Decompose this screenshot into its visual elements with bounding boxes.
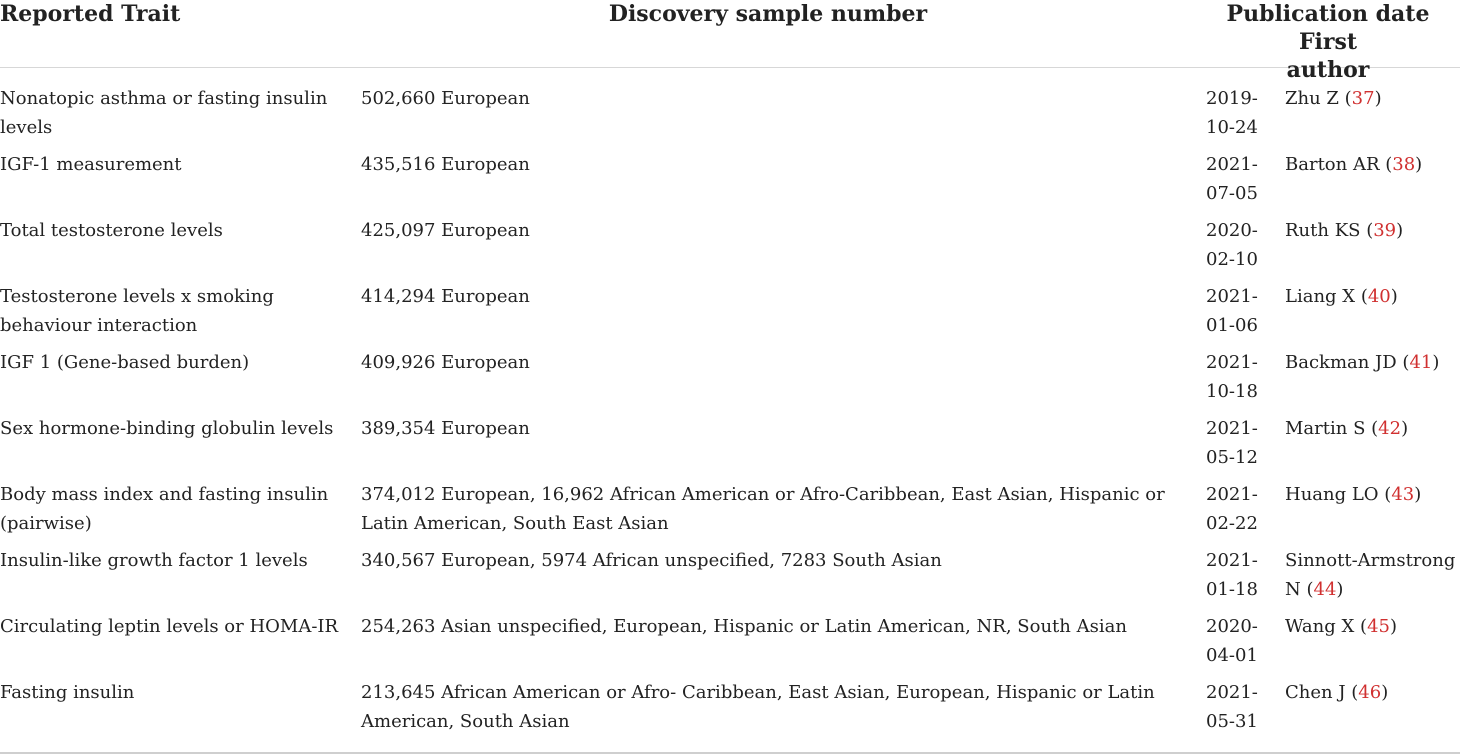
reported-trait-cell: IGF-1 measurement — [0, 154, 182, 175]
author-name: Barton AR ( — [1285, 154, 1393, 175]
first-author-cell — [1285, 480, 1460, 509]
reference-close-paren: ) — [1390, 286, 1398, 307]
discovery-sample-cell: 435,516 European — [361, 154, 530, 175]
first-author-cell — [1285, 84, 1460, 113]
first-author-cell — [1285, 546, 1460, 604]
header-discovery-sample: Discovery sample number — [608, 1, 928, 27]
table-row — [0, 216, 1460, 282]
reported-trait-cell: Testosterone levels x smoking behaviour interaction — [0, 286, 274, 336]
publication-date-cell: 2021-01-06 — [1206, 286, 1258, 336]
reference-link[interactable]: 46 — [1358, 682, 1382, 703]
reference-link[interactable]: 41 — [1409, 352, 1433, 373]
reference-close-paren: ) — [1432, 352, 1440, 373]
author-name: Martin S ( — [1285, 418, 1379, 439]
first-author-cell — [1285, 612, 1460, 641]
reported-trait-cell: IGF 1 (Gene-based burden) — [0, 352, 250, 373]
discovery-sample-cell: 254,263 Asian unspecified, European, Hispanic or Latin American, NR, South Asian — [361, 616, 1127, 637]
publication-date-cell: 2021-05-31 — [1206, 682, 1258, 732]
table-row — [0, 612, 1460, 678]
reference-close-paren: ) — [1336, 579, 1344, 600]
reported-trait-cell: Sex hormone-binding globulin levels — [0, 418, 334, 439]
first-author-cell — [1285, 348, 1460, 377]
author-name: Zhu Z ( — [1285, 88, 1352, 109]
first-author-cell — [1285, 414, 1460, 443]
author-name: Huang LO ( — [1285, 484, 1392, 505]
reference-link[interactable]: 38 — [1392, 154, 1416, 175]
table-header — [0, 0, 1460, 83]
discovery-sample-cell: 374,012 European, 16,962 African American or Afro-Caribbean, East Asian, Hispanic or Latin American, South East Asian — [361, 484, 1165, 534]
header-reported-trait: Reported Trait — [0, 1, 181, 27]
reported-trait-cell: Total testosterone levels — [0, 220, 223, 241]
discovery-sample-cell: 213,645 African American or Afro- Caribbean, East Asian, European, Hispanic or Latin American, South Asian — [361, 682, 1155, 732]
reference-link[interactable]: 43 — [1391, 484, 1415, 505]
first-author-cell — [1285, 150, 1460, 179]
reference-close-paren: ) — [1389, 616, 1398, 637]
publication-date-cell: 2021-07-05 — [1206, 154, 1258, 204]
table-row — [0, 348, 1460, 414]
first-author-cell — [1285, 216, 1460, 245]
table-row — [0, 150, 1460, 216]
publication-date-cell: 2021-10-18 — [1206, 352, 1258, 402]
header-publication-line1: Publication date First — [1226, 1, 1430, 55]
publication-date-cell: 2021-01-18 — [1206, 550, 1258, 600]
table-row — [0, 678, 1460, 744]
reference-close-paren: ) — [1381, 682, 1389, 703]
reference-close-paren: ) — [1415, 154, 1423, 175]
reference-link[interactable]: 42 — [1378, 418, 1402, 439]
author-name: Chen J ( — [1285, 682, 1359, 703]
reported-trait-cell: Insulin-like growth factor 1 levels — [0, 550, 308, 571]
reference-link[interactable]: 37 — [1351, 88, 1375, 109]
header-publication-line2: author — [1286, 57, 1370, 83]
discovery-sample-cell: 389,354 European — [361, 418, 530, 439]
table-row — [0, 414, 1460, 480]
author-name: Sinnott-Armstrong N ( — [1285, 550, 1456, 600]
table-row — [0, 282, 1460, 348]
publication-date-cell: 2020-02-10 — [1206, 220, 1258, 270]
reported-trait-cell: Nonatopic asthma or fasting insulin levels — [0, 88, 328, 138]
first-author-cell — [1285, 282, 1460, 311]
discovery-sample-cell: 409,926 European — [361, 352, 530, 373]
table-row — [0, 84, 1460, 150]
publication-date-cell: 2021-02-22 — [1206, 484, 1258, 534]
reference-link[interactable]: 40 — [1367, 286, 1391, 307]
discovery-sample-cell: 414,294 European — [361, 286, 530, 307]
table-bottom-rule — [0, 752, 1460, 754]
discovery-sample-cell: 340,567 European, 5974 African unspecified, 7283 South Asian — [361, 550, 942, 571]
reference-close-paren: ) — [1401, 418, 1409, 439]
publication-date-cell: 2020-04-01 — [1206, 616, 1258, 666]
reported-trait-cell: Circulating leptin levels or HOMA-IR — [0, 616, 339, 637]
first-author-cell — [1285, 678, 1460, 707]
reference-close-paren: ) — [1414, 484, 1422, 505]
discovery-sample-cell: 502,660 European — [361, 88, 530, 109]
author-name: Ruth KS ( — [1285, 220, 1374, 241]
publication-date-cell: 2021-05-12 — [1206, 418, 1258, 468]
author-name: Backman JD ( — [1285, 352, 1410, 373]
reference-link[interactable]: 44 — [1313, 579, 1337, 600]
table-row — [0, 480, 1460, 546]
discovery-sample-cell: 425,097 European — [361, 220, 530, 241]
table-row — [0, 546, 1460, 612]
author-name: Liang X ( — [1285, 286, 1368, 307]
publication-date-cell: 2019-10-24 — [1206, 88, 1258, 138]
author-name: Wang X ( — [1285, 616, 1368, 637]
reference-close-paren: ) — [1374, 88, 1382, 109]
header-publication — [1196, 0, 1460, 84]
reported-trait-cell: Body mass index and fasting insulin (pairwise) — [0, 484, 329, 534]
reference-close-paren: ) — [1396, 220, 1404, 241]
reported-trait-cell: Fasting insulin — [0, 682, 135, 703]
reference-link[interactable]: 39 — [1373, 220, 1397, 241]
reference-link[interactable]: 45 — [1367, 616, 1390, 637]
